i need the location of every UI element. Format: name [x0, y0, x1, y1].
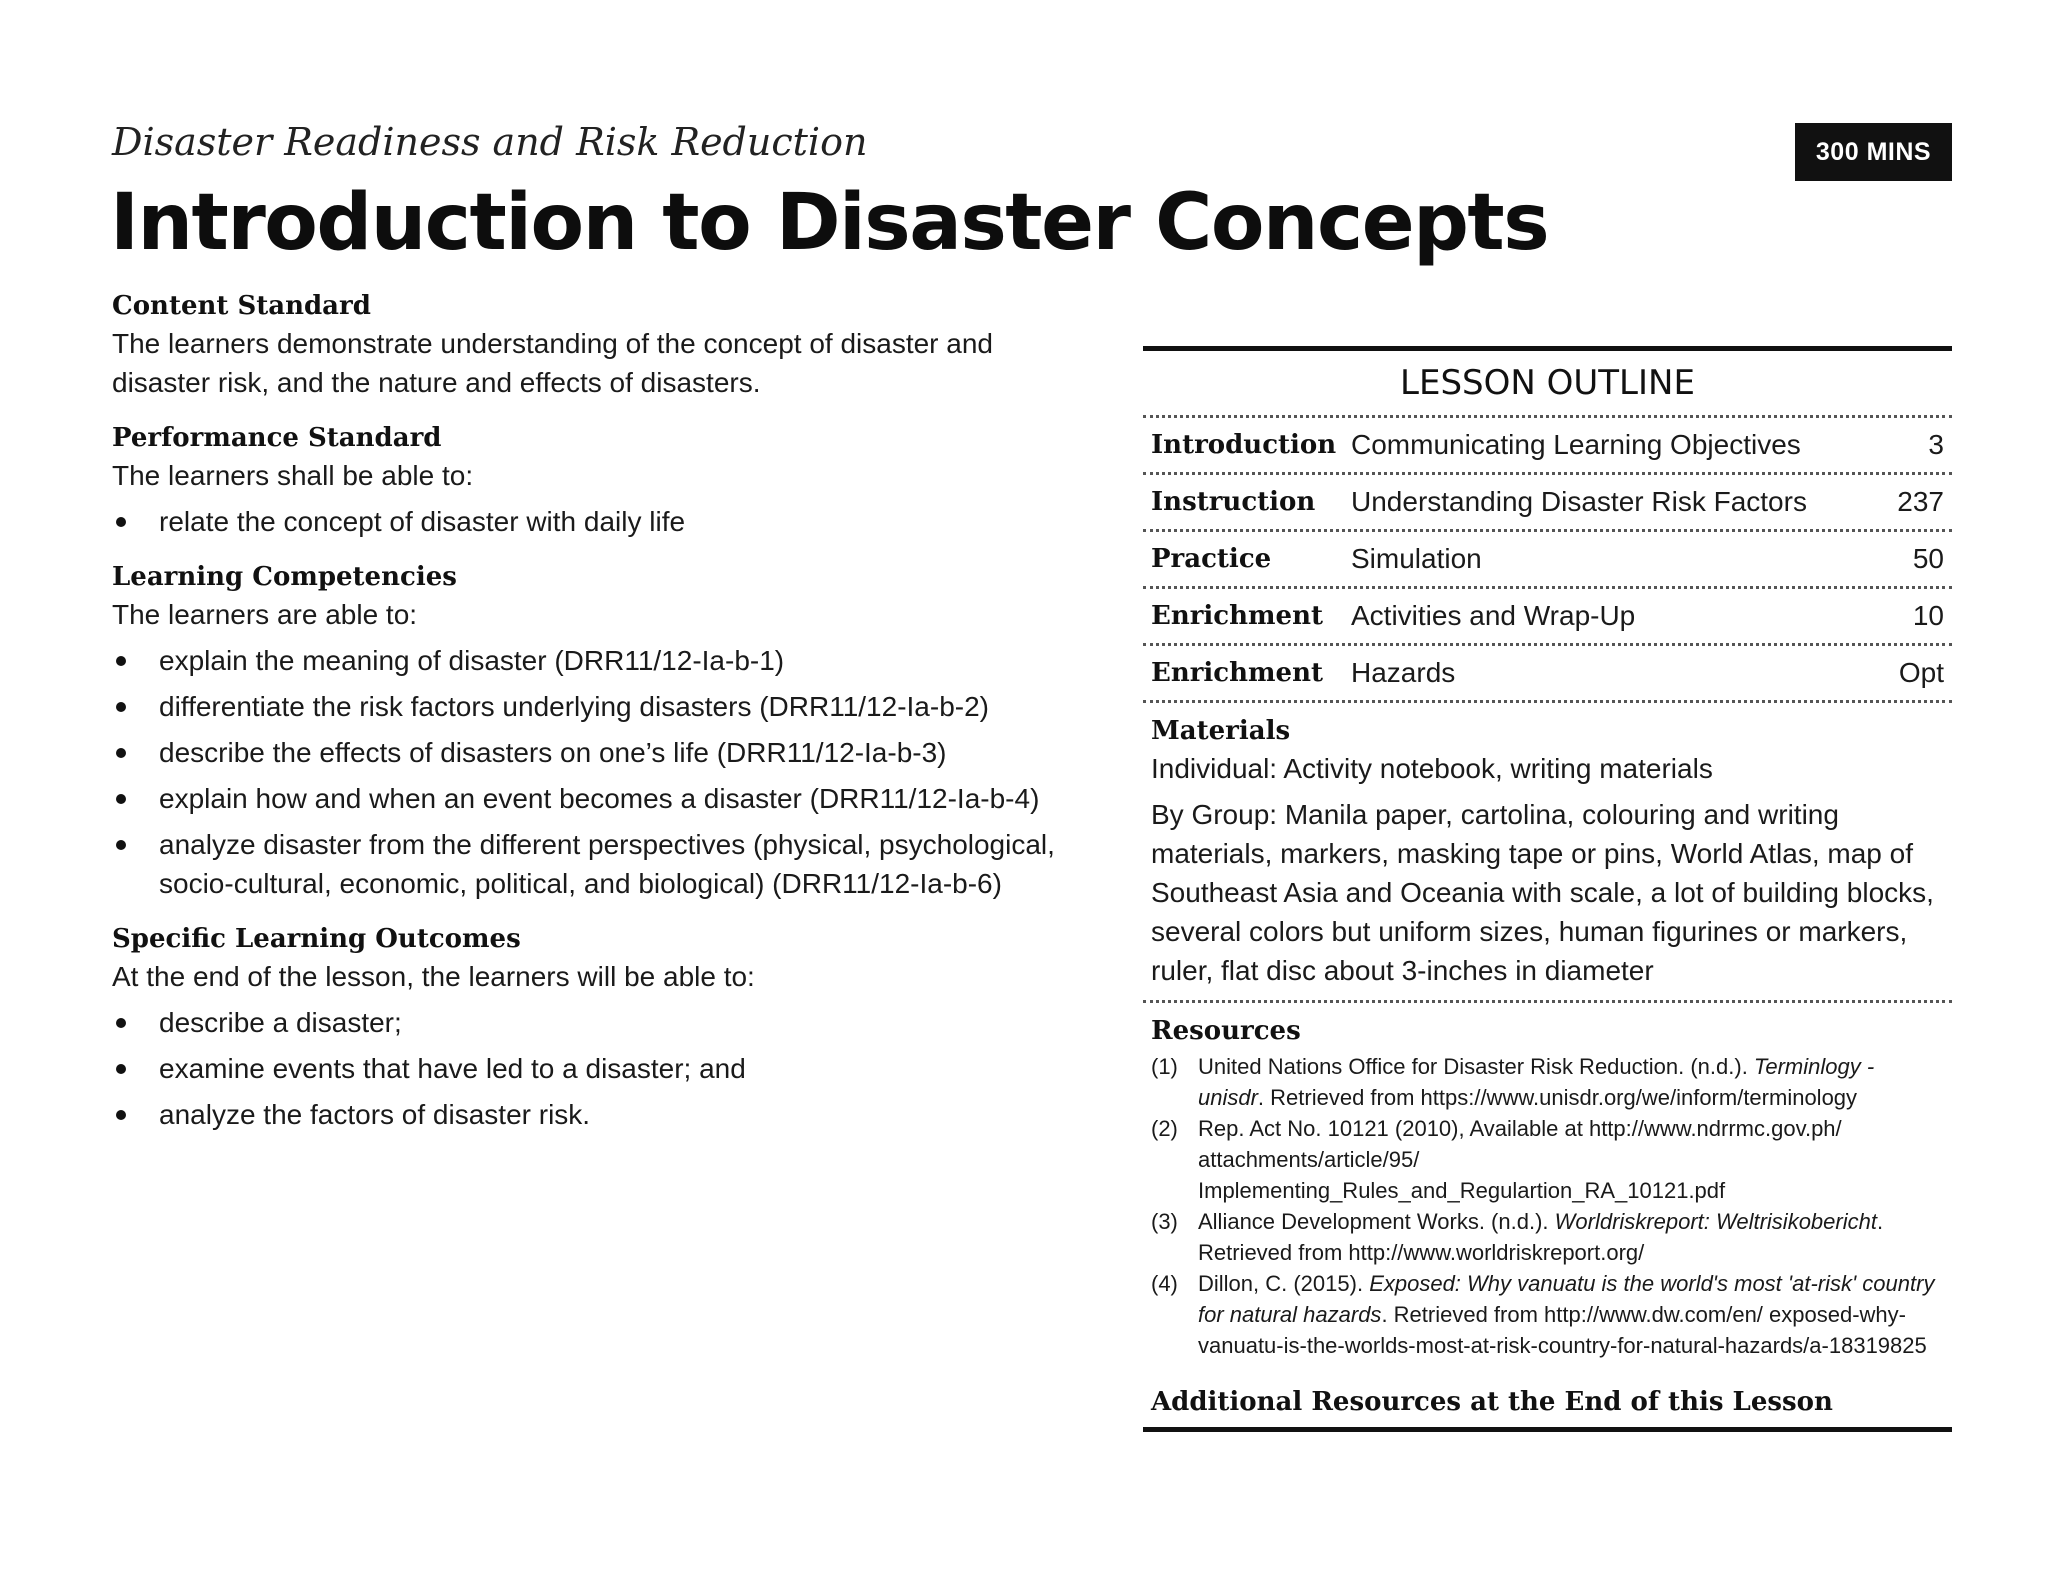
materials-section	[1143, 703, 1952, 1000]
list-item: explain how and when an event becomes a disaster (DRR11/12-Ia-b-4)	[112, 779, 1102, 818]
learning-competencies-intro: The learners are able to:	[112, 599, 418, 630]
bullet-icon	[116, 748, 126, 758]
list-item: (1) United Nations Office for Disaster Risk Reduction. (n.d.). Terminlogy - unisdr. Retrieved from https://www.unisdr.org/we/inform/terminology	[1151, 1054, 1875, 1110]
bullet-icon	[116, 656, 126, 666]
specific-outcomes-section	[112, 921, 1102, 1134]
bullet-icon	[116, 1018, 126, 1028]
materials-individual: Individual: Activity notebook, writing materials	[1151, 753, 1713, 784]
materials-group: By Group: Manila paper, cartolina, colouring and writing materials, markers, masking tape or pins, World Atlas, map of Southeast Asia and Oceania with scale, a lot of building blocks, several colors but uniform sizes, human figurines or markers, ruler, flat disc about 3-inches in diameter	[1151, 799, 1934, 986]
outline-minutes: 50	[1912, 543, 1944, 574]
outline-phase: Instruction	[1151, 487, 1316, 517]
learning-competencies-section	[112, 559, 1102, 903]
bullet-icon	[116, 794, 126, 804]
bullet-icon	[116, 702, 126, 712]
outline-row-introduction	[1143, 418, 1952, 472]
resources-heading: Resources	[1151, 1016, 1301, 1046]
performance-standard-section	[112, 420, 1102, 541]
lesson-outline-panel	[1143, 346, 1952, 1432]
list-item: (3) Alliance Development Works. (n.d.). Worldriskreport: Weltrisikobericht. Retrieved from http://www.worldriskreport.org/	[1151, 1209, 1884, 1265]
outline-minutes: 10	[1912, 600, 1944, 631]
standards-column	[112, 288, 1102, 1152]
list-item: (2) Rep. Act No. 10121 (2010), Available at http://www.ndrrmc.gov.ph/ attachments/article/95/ Implementing_Rules_and_Regulartion_RA_10121.pdf	[1151, 1116, 1842, 1203]
resources-section	[1143, 1003, 1952, 1365]
outline-row-practice	[1143, 532, 1952, 586]
content-standard-text: The learners demonstrate understanding of the concept of disaster and disaster risk, and the nature and effects of disasters.	[112, 328, 993, 398]
outline-minutes: 3	[1928, 429, 1944, 460]
bullet-icon	[116, 517, 126, 527]
subject-title: Disaster Readiness and Risk Reduction	[112, 120, 868, 164]
outline-activity: Hazards	[1351, 657, 1456, 688]
outline-activity: Simulation	[1351, 543, 1482, 574]
outline-phase: Enrichment	[1151, 601, 1323, 631]
duration-badge: 300 MINS	[1795, 123, 1952, 181]
bullet-icon	[116, 1110, 126, 1120]
outline-minutes: 237	[1897, 486, 1944, 517]
outline-row-enrichment-hazards	[1143, 646, 1952, 700]
outline-phase: Enrichment	[1151, 658, 1323, 688]
resources-list	[1151, 1051, 1944, 1361]
lesson-outline-title: LESSON OUTLINE	[1400, 363, 1695, 403]
learning-competencies-list	[112, 641, 1102, 903]
specific-outcomes-intro: At the end of the lesson, the learners will be able to:	[112, 961, 755, 992]
performance-standard-intro: The learners shall be able to:	[112, 460, 474, 491]
list-item: describe the effects of disasters on one’s life (DRR11/12-Ia-b-3)	[112, 733, 1102, 772]
list-item: differentiate the risk factors underlying disasters (DRR11/12-Ia-b-2)	[112, 687, 1102, 726]
bottom-rule	[1143, 1427, 1952, 1432]
bullet-icon	[116, 1064, 126, 1074]
bullet-icon	[116, 840, 126, 850]
outline-row-instruction	[1143, 475, 1952, 529]
learning-competencies-heading: Learning Competencies	[112, 562, 457, 592]
performance-standard-list	[112, 502, 1102, 541]
specific-outcomes-list	[112, 1003, 1102, 1134]
list-item: (4) Dillon, C. (2015). Exposed: Why vanuatu is the world's most 'at-risk' country for natural hazards. Retrieved from http://www.dw.com/en/ exposed-why-vanuatu-is-the-worlds-most-at-risk-country-for-natural-hazards/a-18319825	[1151, 1271, 1935, 1358]
performance-standard-heading: Performance Standard	[112, 423, 442, 453]
list-item: explain the meaning of disaster (DRR11/12-Ia-b-1)	[112, 641, 1102, 680]
list-item: examine events that have led to a disaster; and	[112, 1049, 1102, 1088]
outline-phase: Practice	[1151, 544, 1272, 574]
content-standard-section	[112, 288, 1102, 402]
outline-activity: Communicating Learning Objectives	[1351, 429, 1801, 460]
outline-activity: Understanding Disaster Risk Factors	[1351, 486, 1807, 517]
additional-resources-note: Additional Resources at the End of this Lesson	[1151, 1387, 1833, 1417]
outline-phase: Introduction	[1151, 430, 1337, 460]
outline-row-enrichment	[1143, 589, 1952, 643]
lesson-title: Introduction to Disaster Concepts	[110, 178, 1549, 268]
outline-activity: Activities and Wrap-Up	[1351, 600, 1636, 631]
materials-heading: Materials	[1151, 716, 1291, 746]
outline-minutes: Opt	[1898, 657, 1944, 688]
content-standard-heading: Content Standard	[112, 291, 371, 321]
list-item: describe a disaster;	[112, 1003, 1102, 1042]
specific-outcomes-heading: Specific Learning Outcomes	[112, 924, 521, 954]
list-item: analyze disaster from the different perspectives (physical, psychological, socio-cultural, economic, political, and biological) (DRR11/12-Ia-b-6)	[112, 825, 1087, 903]
list-item: relate the concept of disaster with daily life	[112, 502, 1102, 541]
list-item: analyze the factors of disaster risk.	[112, 1095, 1102, 1134]
